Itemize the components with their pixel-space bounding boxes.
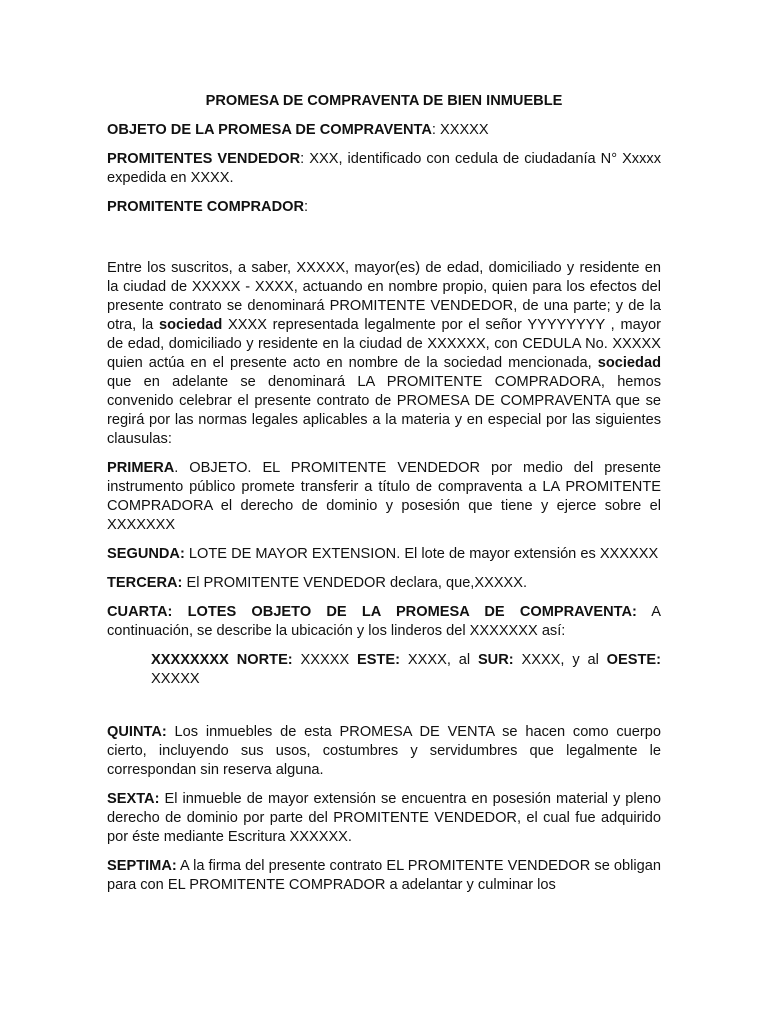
- vendedor-label: PROMITENTES VENDEDOR: [107, 151, 301, 167]
- vendedor-paragraph: [107, 150, 661, 188]
- lindero-oeste-label: OESTE:: [606, 652, 661, 668]
- clause-septima-label: SEPTIMA:: [107, 858, 177, 874]
- clause-tercera-text: El PROMITENTE VENDEDOR declara, que,XXXXX.: [182, 575, 528, 591]
- comprador-label: PROMITENTE COMPRADOR: [107, 199, 305, 215]
- comprador-paragraph: [107, 198, 661, 217]
- clause-sexta: [107, 790, 661, 847]
- clause-tercera: [107, 574, 661, 593]
- clause-cuarta: [107, 603, 661, 641]
- lindero-norte-label: XXXXXXXX NORTE:: [151, 652, 293, 668]
- document-title: PROMESA DE COMPRAVENTA DE BIEN INMUEBLE: [205, 93, 563, 109]
- intro-paragraph: [107, 259, 661, 449]
- intro-bold-1: sociedad: [159, 317, 223, 333]
- lindero-sur-value: XXXX, y al: [513, 652, 607, 668]
- comprador-value: :: [304, 199, 309, 215]
- clause-primera-text: . OBJETO. EL PROMITENTE VENDEDOR por medio del presente instrumento público promete transferir a título de compraventa a LA PROMITENTE COMPRADORA el derecho de dominio y posesión que tiene y ejerce sobre el XXXXXXX: [107, 460, 661, 533]
- intro-text-1: Entre los suscritos, a saber, XXXXX, mayor(es) de edad, domiciliado y residente en la ciudad de XXXXX - XXXX, actuando en nombre propio, quien para los efectos del presente contrato se denominará PROMITENTE VENDEDOR, de una parte; y de la otra, la: [107, 260, 661, 333]
- clause-segunda: [107, 545, 661, 564]
- clause-primera-label: PRIMERA: [107, 460, 175, 476]
- clause-cuarta-text: A continuación, se describe la ubicación y los linderos del XXXXXXX así:: [107, 604, 661, 639]
- clause-segunda-text: LOTE DE MAYOR EXTENSION. El lote de mayor extensión es XXXXXX: [184, 546, 659, 562]
- objeto-label: OBJETO DE LA PROMESA DE COMPRAVENTA: [107, 122, 432, 138]
- intro-text-2: XXXX representada legalmente por el señor YYYYYYYY , mayor de edad, domiciliado y residente en la ciudad de XXXXXX, con CEDULA No. XXXXX quien actúa en el presente acto en nombre de la sociedad mencionada,: [107, 317, 662, 371]
- clause-segunda-label: SEGUNDA:: [107, 546, 185, 562]
- clause-sexta-text: El inmueble de mayor extensión se encuentra en posesión material y pleno derecho de dominio por parte del PROMITENTE VENDEDOR, el cual fue adquirido por éste mediante Escritura XXXXXX.: [107, 791, 661, 845]
- clause-quinta: [107, 723, 661, 780]
- clause-quinta-text: Los inmuebles de esta PROMESA DE VENTA se hacen como cuerpo cierto, incluyendo sus usos, costumbres y servidumbres que legalmente le correspondan sin reserva alguna.: [107, 724, 661, 778]
- clause-quinta-label: QUINTA:: [107, 724, 167, 740]
- lindero-este-value: XXXX, al: [400, 652, 478, 668]
- document-body: [107, 92, 661, 905]
- lindero-oeste-value: XXXXX: [151, 671, 200, 687]
- intro-bold-2: sociedad: [597, 355, 661, 371]
- intro-text-3: que en adelante se denominará LA PROMITENTE COMPRADORA, hemos convenido celebrar el presente contrato de PROMESA DE COMPRAVENTA que se regirá por las normas legales aplicables a la materia y en especial por las siguientes clausulas:: [107, 374, 661, 447]
- clause-sexta-label: SEXTA:: [107, 791, 160, 807]
- clause-primera: [107, 459, 661, 535]
- lindero-norte-value: XXXXX: [292, 652, 358, 668]
- clause-tercera-label: TERCERA:: [107, 575, 183, 591]
- clause-cuarta-label: CUARTA: LOTES OBJETO DE LA PROMESA DE COMPRAVENTA:: [107, 604, 637, 620]
- objeto-paragraph: [107, 121, 661, 140]
- objeto-value: : XXXXX: [431, 122, 489, 138]
- lindero-sur-label: SUR:: [477, 652, 514, 668]
- clause-septima-text: A la firma del presente contrato EL PROMITENTE VENDEDOR se obligan para con EL PROMITENTE COMPRADOR a adelantar y culminar los: [107, 858, 661, 893]
- lindero-este-label: ESTE:: [357, 652, 401, 668]
- linderos-paragraph: [107, 651, 661, 689]
- vendedor-value: : XXX, identificado con cedula de ciudadanía N° Xxxxx expedida en XXXX.: [107, 151, 661, 186]
- clause-septima: [107, 857, 661, 895]
